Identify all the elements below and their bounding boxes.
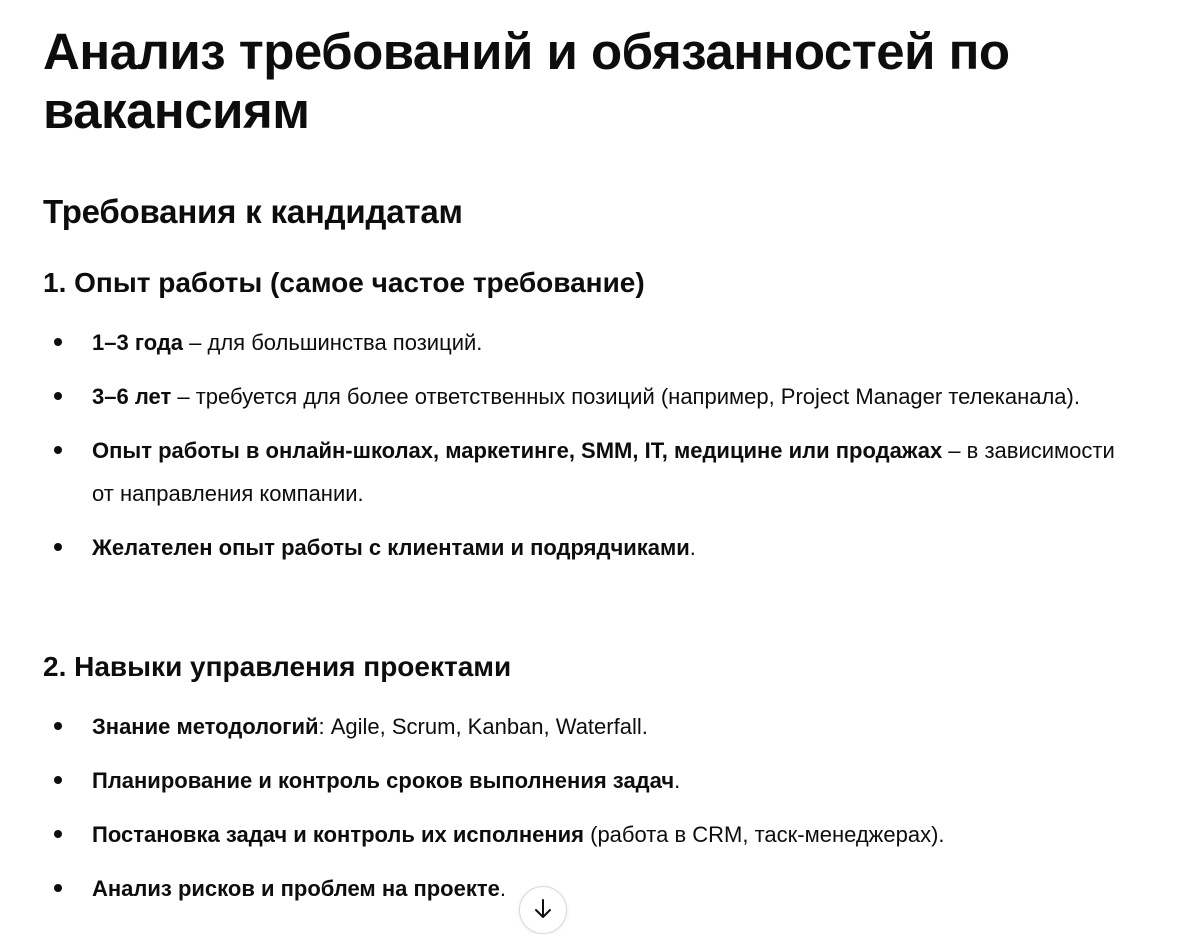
arrow-down-icon — [533, 898, 553, 920]
bullet-icon — [54, 722, 62, 730]
bullet-icon — [54, 392, 62, 400]
section-heading-requirements: Требования к кандидатам — [43, 193, 463, 230]
list-item — [43, 813, 1123, 856]
list-item-text: – в зависимости от направления компании. — [92, 438, 1115, 506]
bullet-icon — [54, 776, 62, 784]
list-item-bold: Опыт работы в онлайн-школах, маркетинге, SMM, IT, медицине или продажах — [92, 438, 943, 463]
list-item-bold: 3–6 лет — [92, 384, 172, 409]
list-item — [43, 429, 1123, 515]
bullet-icon — [54, 884, 62, 892]
list-item-text: – требуется для более ответственных позиций (например, Project Manager телеканала). — [171, 384, 1080, 409]
list-item-bold: Постановка задач и контроль их исполнения — [92, 822, 584, 847]
subsection-heading-project-management: 2. Навыки управления проектами — [43, 651, 512, 682]
list-item — [43, 759, 1123, 802]
list-item-text: (работа в CRM, таск-менеджерах). — [584, 822, 945, 847]
bullet-icon — [54, 830, 62, 838]
list-item — [43, 867, 1123, 910]
list-item-bold: 1–3 года — [92, 330, 184, 355]
list-item-text: – для большинства позиций. — [183, 330, 483, 355]
list-item-bold: Анализ рисков и проблем на проекте — [92, 876, 500, 901]
list-item-bold: Знание методологий — [92, 714, 319, 739]
list-item-text: . — [674, 768, 681, 793]
list-item-text: . — [499, 876, 506, 901]
scroll-to-bottom-button[interactable] — [519, 886, 567, 934]
project-management-list — [43, 705, 1123, 921]
list-item — [43, 375, 1123, 418]
subsection-heading-experience: 1. Опыт работы (самое частое требование) — [43, 267, 645, 298]
list-item-text: . — [689, 535, 696, 560]
bullet-icon — [54, 446, 62, 454]
bullet-icon — [54, 338, 62, 346]
list-item — [43, 321, 1123, 364]
list-item-bold: Планирование и контроль сроков выполнения задач — [92, 768, 675, 793]
list-item — [43, 705, 1123, 748]
bullet-icon — [54, 543, 62, 551]
list-item-text: : Agile, Scrum, Kanban, Waterfall. — [318, 714, 648, 739]
list-item-bold: Желателен опыт работы с клиентами и подрядчиками — [92, 535, 690, 560]
experience-list — [43, 321, 1123, 580]
list-item — [43, 526, 1123, 569]
page-title: Анализ требований и обязанностей по вакансиям — [43, 23, 1010, 139]
